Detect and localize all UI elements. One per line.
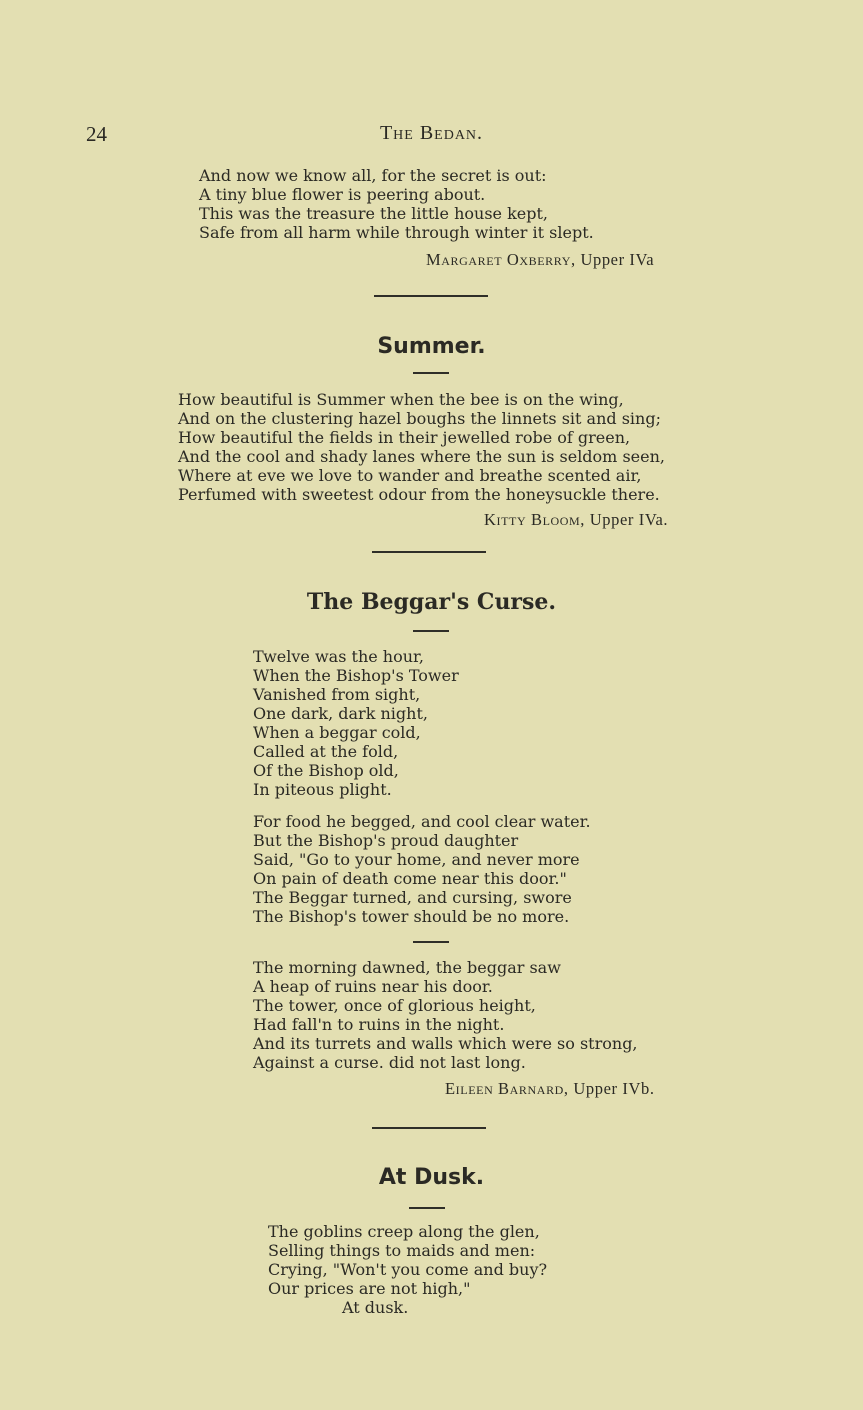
- poem-line: When the Bishop's Tower: [253, 666, 459, 685]
- poem-line: And its turrets and walls which were so strong,: [253, 1034, 638, 1053]
- poem-line: Had fall'n to ruins in the night.: [253, 1015, 505, 1034]
- poem-refrain: At dusk.: [342, 1298, 409, 1317]
- section-divider: [372, 1127, 486, 1129]
- author-name: Kitty Bloom,: [484, 510, 586, 529]
- poem-line: A heap of ruins near his door.: [253, 977, 493, 996]
- title-underline: [413, 372, 449, 374]
- poem-title: The Beggar's Curse.: [306, 589, 557, 615]
- poem-line: Twelve was the hour,: [253, 647, 425, 666]
- poem-line: Our prices are not high,": [268, 1279, 471, 1298]
- poem-line: Where at eve we love to wander and breathe scented air,: [178, 466, 642, 485]
- poem-line: Called at the fold,: [253, 742, 399, 761]
- poem-line: The morning dawned, the beggar saw: [253, 958, 561, 977]
- poem-line: The Beggar turned, and cursing, swore: [253, 888, 572, 907]
- poem-line: How beautiful the fields in their jewelled robe of green,: [178, 428, 631, 447]
- poem-line: In piteous plight.: [253, 780, 392, 799]
- poem-title: Summer.: [377, 334, 486, 359]
- poem-line: When a beggar cold,: [253, 723, 421, 742]
- poem-line: For food he begged, and cool clear water.: [253, 812, 591, 831]
- poem-line: Safe from all harm while through winter it slept.: [199, 223, 594, 242]
- author-form: Upper IVb.: [573, 1079, 655, 1098]
- author-form: Upper IVa: [580, 250, 655, 269]
- section-divider: [374, 295, 488, 297]
- poem-line: Against a curse. did not last long.: [253, 1053, 526, 1072]
- poem-line: The goblins creep along the glen,: [268, 1222, 540, 1241]
- running-title: The Bedan.: [379, 122, 484, 144]
- poem-line: But the Bishop's proud daughter: [253, 831, 519, 850]
- poem-signature: [445, 1079, 655, 1099]
- title-underline: [409, 1207, 445, 1209]
- poem-line: The tower, once of glorious height,: [253, 996, 536, 1015]
- author-name: Margaret Oxberry,: [426, 250, 576, 269]
- poem-signature: [484, 510, 668, 530]
- poem-line: Selling things to maids and men:: [268, 1241, 536, 1260]
- section-divider: [372, 551, 486, 553]
- poem-line: The Bishop's tower should be no more.: [253, 907, 570, 926]
- poem-line: And on the clustering hazel boughs the linnets sit and sing;: [178, 409, 661, 428]
- poem-line: Of the Bishop old,: [253, 761, 399, 780]
- poem-line: Crying, "Won't you come and buy?: [268, 1260, 548, 1279]
- poem-line: Said, "Go to your home, and never more: [253, 850, 580, 869]
- poem-line: Vanished from sight,: [253, 685, 421, 704]
- title-underline: [413, 630, 449, 632]
- poem-line: Perfumed with sweetest odour from the honeysuckle there.: [178, 485, 660, 504]
- poem-line: One dark, dark night,: [253, 704, 428, 723]
- poem-line: A tiny blue flower is peering about.: [199, 185, 486, 204]
- poem-line: And now we know all, for the secret is out:: [199, 166, 547, 185]
- poem-line: And the cool and shady lanes where the sun is seldom seen,: [178, 447, 665, 466]
- poem-line: How beautiful is Summer when the bee is on the wing,: [178, 390, 624, 409]
- poem-title: At Dusk.: [378, 1165, 485, 1190]
- author-form: Upper IVa.: [589, 510, 669, 529]
- stanza-divider: [413, 941, 449, 943]
- poem-line: This was the treasure the little house kept,: [199, 204, 548, 223]
- author-name: Eileen Barnard,: [445, 1079, 569, 1098]
- page-number: 24: [86, 122, 107, 146]
- poem-line: On pain of death come near this door.": [253, 869, 567, 888]
- poem-signature: [426, 250, 654, 270]
